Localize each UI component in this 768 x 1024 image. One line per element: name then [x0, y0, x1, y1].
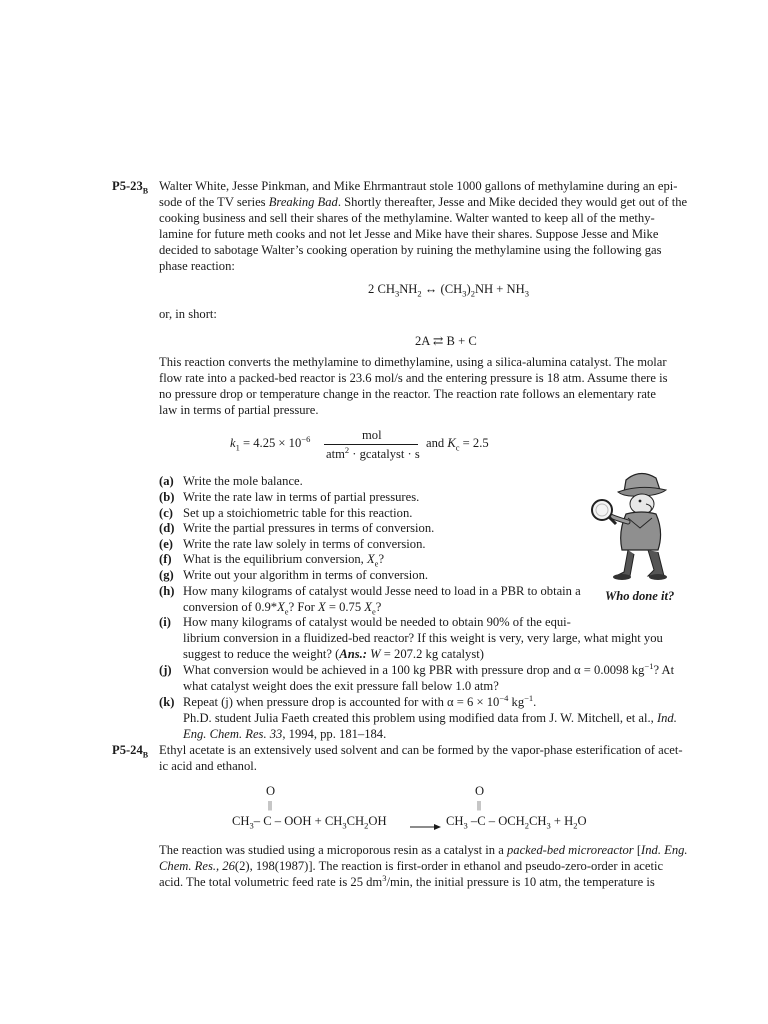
item-label-j: (j)	[159, 663, 172, 677]
problem-number-p5-24: $P5-24_B$	[112, 743, 149, 760]
p23-intro-line-1: Walter White, Jesse Pinkman, and Mike Ehrmantraut stole 1000 gallons of methylamine during an epi-	[159, 179, 678, 193]
item-label-f: (f)	[159, 552, 172, 566]
fraction-bar	[324, 444, 418, 445]
eq-double-bond-1: ||	[268, 800, 273, 811]
item-label-b: (b)	[159, 490, 175, 504]
item-text-d: Write the partial pressures in terms of conversion.	[183, 521, 435, 535]
item-label-d: (d)	[159, 521, 175, 535]
p23-para2-line-1: This reaction converts the methylamine to dimethylamine, using a silica-alumina catalyst. The molar	[159, 355, 667, 369]
item-text-j-2: what catalyst weight does the exit pressure fall below 1.0 atm?	[183, 679, 499, 693]
item-text-b: Write the rate law in terms of partial pressures.	[183, 490, 420, 504]
p24-para-line-2: Chem. Res., 26(2), 198(1987)]. The reaction is first-order in ethanol and pseudo-zero-order in acetic	[159, 859, 664, 873]
illustration-caption: Who done it?	[605, 589, 675, 603]
item-text-i-1: How many kilograms of catalyst would be needed to obtain 90% of the equi-	[183, 615, 571, 629]
p23-intro-line-5: decided to sabotage Walter’s cooking operation by ruining the methylamine using the following gas	[159, 243, 662, 257]
item-text-f: What is the equilibrium conversion, $X_e$?	[183, 552, 385, 569]
p23-intro-line-6: phase reaction:	[159, 259, 235, 273]
or-in-short-text: or, in short:	[159, 307, 217, 321]
eq-reactants: $CH_3-$ C – OOH + $CH_3CH_2OH$	[232, 814, 387, 831]
item-text-i-2: librium conversion in a fluidized-bed reactor? If this weight is very, very large, what might you	[183, 631, 663, 645]
item-text-j-1: What conversion would be achieved in a 100 kg PBR with pressure drop and α = 0.0098 $kg^{-1}$? At	[183, 660, 675, 677]
item-text-a: Write the mole balance.	[183, 474, 303, 488]
reaction-equation-short: 2A ⇄ B + C	[415, 334, 477, 348]
credit-line-2: Eng. Chem. Res. 33, 1994, pp. 181–184.	[183, 727, 387, 741]
p24-para-line-3: acid. The total volumetric feed rate is 25 $dm^3/\min$, the initial pressure is 10 atm, the temperature is	[159, 872, 655, 889]
p23-intro-line-2: sode of the TV series Breaking Bad. Shortly thereafter, Jesse and Mike decided they would get out of the	[159, 195, 688, 209]
p23-para2-line-4: law in terms of partial pressure.	[159, 403, 319, 417]
item-label-e: (e)	[159, 537, 173, 551]
rate-denominator: atm$^2$ · gcatalyst · s	[326, 444, 420, 461]
p24-para-line-1: The reaction was studied using a microporous resin as a catalyst in a packed-bed microreactor [Ind. Eng.	[159, 843, 688, 857]
item-text-e: Write the rate law solely in terms of conversion.	[183, 537, 426, 551]
p23-intro-line-3: cooking business and sell their shares of the methylamine. Walter wanted to keep all of the methy-	[159, 211, 655, 225]
detective-magnifier-illustration	[588, 466, 688, 584]
eq-products: $CH_3$ $-C - OCH_2CH_3 + H_2O$	[446, 814, 587, 831]
item-text-i-3: suggest to reduce the weight? (Ans.: W = 207.2 kg catalyst)	[183, 647, 484, 661]
item-label-a: (a)	[159, 474, 174, 488]
credit-line-1: Ph.D. student Julia Faeth created this problem using modified data from J. W. Mitchell, et al., Ind.	[183, 711, 677, 725]
eq-double-bond-2: ||	[477, 800, 482, 811]
item-text-c: Set up a stoichiometric table for this reaction.	[183, 506, 413, 520]
item-label-k: (k)	[159, 695, 175, 709]
item-text-g: Write out your algorithm in terms of conversion.	[183, 568, 429, 582]
item-text-k: Repeat (j) when pressure drop is accounted for with $\alpha = 6 \times 10^{-4}$ $kg^{-1}$.	[183, 692, 537, 709]
eq-oxygen-2: O	[475, 784, 485, 798]
item-label-i: (i)	[159, 615, 171, 629]
p24-line-1: Ethyl acetate is an extensively used solvent and can be formed by the vapor-phase esterification of acet-	[159, 743, 683, 757]
eq-oxygen-1: O	[266, 784, 276, 798]
item-label-c: (c)	[159, 506, 173, 520]
item-label-g: (g)	[159, 568, 174, 582]
right-arrow-icon	[410, 818, 442, 826]
p23-para2-line-2: flow rate into a packed-bed reactor is 23.6 mol/s and the entering pressure is 18 atm. Assume there is	[159, 371, 668, 385]
item-text-h-2: conversion of $0.9*X_e$? For X = 0.75 $X_e$?	[183, 600, 382, 617]
problem-number-p5-23: $P5-23_B$	[112, 179, 149, 196]
rate-numerator: mol	[362, 428, 382, 442]
p23-para2-line-3: no pressure drop or temperature change in the reactor. The reaction rate follows an elementary rate	[159, 387, 656, 401]
equilibrium-constant-kc: and $K_c = 2.5$	[426, 436, 489, 453]
item-label-h: (h)	[159, 584, 175, 598]
p23-intro-line-4: lamine for future meth cooks and not let Jesse and Mike have their shares. Suppose Jesse and Mike	[159, 227, 659, 241]
rate-constant-k1: $k_1 = 4.25 \times 10^{-6}$	[230, 433, 311, 453]
item-text-h-1: How many kilograms of catalyst would Jesse need to load in a PBR to obtain a	[183, 584, 581, 598]
reaction-equation-full: 2 $CH_3NH_2$ ↔ $(CH_3)_2NH + NH_3$	[368, 282, 529, 299]
p24-line-2: ic acid and ethanol.	[159, 759, 257, 773]
